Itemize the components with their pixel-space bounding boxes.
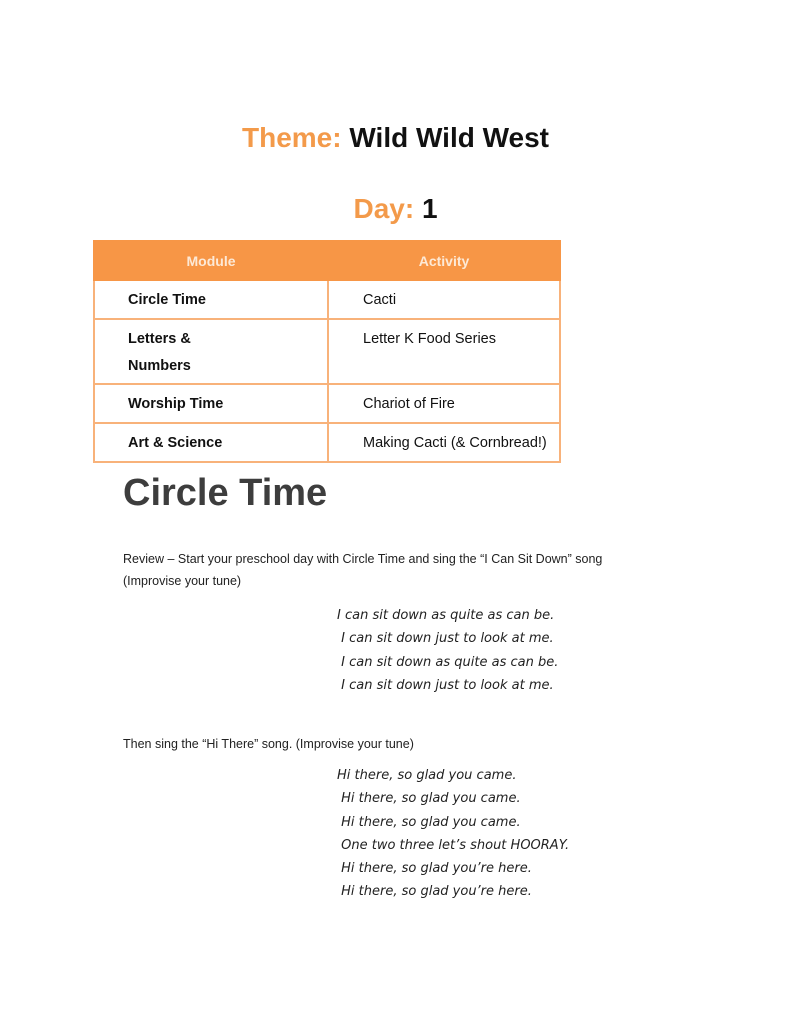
theme-title [0, 122, 791, 154]
schedule-table [93, 240, 561, 463]
then-paragraph: Then sing the “Hi There” song. (Improvise your tune) [123, 737, 414, 751]
activity-cell: Making Cacti (& Cornbread!) [328, 423, 560, 462]
lyric-line: I can sit down as quite as can be. [337, 654, 559, 670]
table-row [94, 280, 560, 319]
day-value: 1 [421, 193, 438, 224]
lyric-line: I can sit down just to look at me. [337, 631, 554, 647]
module-cell: Letters & Numbers [94, 319, 328, 384]
day-label: Day: [353, 193, 415, 224]
column-header-module: Module [94, 241, 328, 280]
theme-value: Wild Wild West [349, 122, 549, 153]
column-header-activity: Activity [328, 241, 560, 280]
activity-cell: Chariot of Fire [328, 384, 560, 423]
module-cell: Circle Time [94, 280, 328, 319]
intro-paragraph: Review – Start your preschool day with Circle Time and sing the “I Can Sit Down” song (Improvise your tune) [123, 552, 603, 588]
section-heading: Circle Time [123, 472, 328, 514]
song-i-can-sit-down [337, 604, 558, 697]
table-row [94, 319, 560, 384]
song-hi-there [337, 764, 569, 904]
table-row [94, 423, 560, 462]
activity-cell: Letter K Food Series [328, 319, 560, 384]
table-header-row [94, 241, 560, 280]
lyric-line: Hi there, so glad you’re here. [337, 861, 532, 877]
lyric-line: Hi there, so glad you’re here. [337, 884, 532, 900]
lyric-line: Hi there, so glad you came. [337, 791, 521, 807]
lyric-line: I can sit down as quite as can be. [337, 608, 555, 623]
lyric-line: Hi there, so glad you came. [337, 768, 517, 783]
table-row [94, 384, 560, 423]
day-title [0, 193, 791, 225]
lyric-line: One two three let’s shout HOORAY. [337, 837, 570, 853]
activity-cell: Cacti [328, 280, 560, 319]
module-cell: Worship Time [94, 384, 328, 423]
lyric-line: Hi there, so glad you came. [337, 814, 521, 830]
theme-label: Theme: [242, 122, 342, 153]
module-cell: Art & Science [94, 423, 328, 462]
lyric-line: I can sit down just to look at me. [337, 677, 554, 693]
